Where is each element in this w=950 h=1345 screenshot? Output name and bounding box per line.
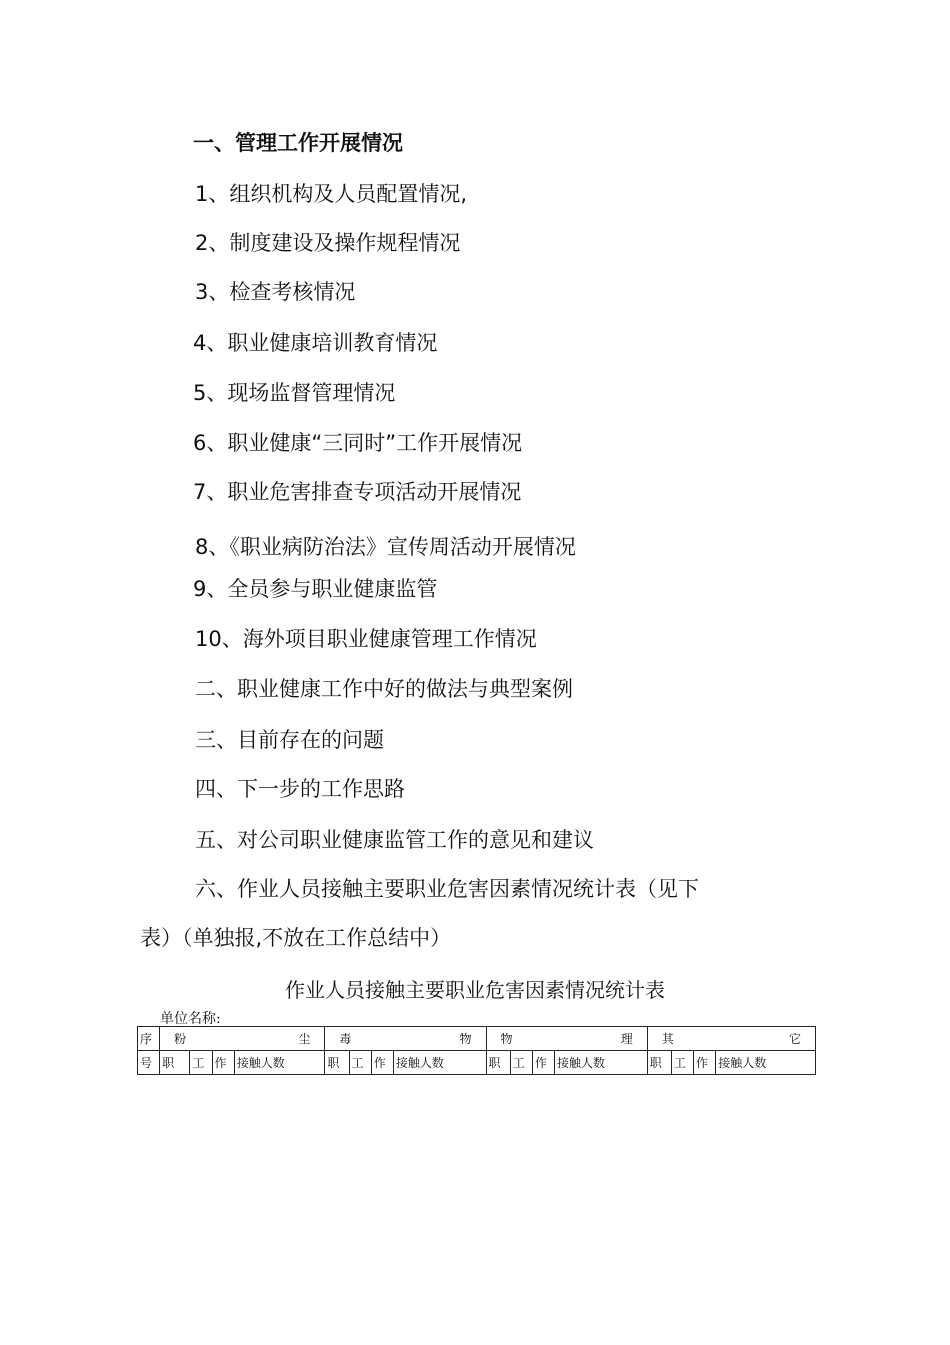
physical-sub-zhi: 职 xyxy=(486,1051,510,1075)
table-header-row-1 xyxy=(138,1027,816,1051)
unit-name-label: 单位名称: xyxy=(160,1011,221,1027)
serial-header-top: 序 xyxy=(138,1027,160,1051)
toxic-sub-zuo: 作 xyxy=(371,1051,393,1075)
other-sub-gong: 工 xyxy=(671,1051,693,1075)
toxic-sub-exposure-count: 接触人数 xyxy=(393,1051,486,1075)
category-physical: 物 理 xyxy=(486,1027,647,1051)
outline-item-7: 7、职业危害排查专项活动开展情况 xyxy=(193,480,522,504)
physical-sub-exposure-count: 接触人数 xyxy=(555,1051,648,1075)
category-toxic: 毒 物 xyxy=(325,1027,486,1051)
outline-item-10: 10、海外项目职业健康管理工作情况 xyxy=(195,627,537,651)
section-heading-4: 四、下一步的工作思路 xyxy=(195,777,405,801)
outline-item-3: 3、检查考核情况 xyxy=(195,280,356,304)
toxic-sub-gong: 工 xyxy=(349,1051,371,1075)
category-dust: 粉 尘 xyxy=(160,1027,325,1051)
outline-item-8: 8、《职业病防治法》宣传周活动开展情况 xyxy=(195,535,576,559)
dust-sub-gong: 工 xyxy=(190,1051,212,1075)
table-title: 作业人员接触主要职业危害因素情况统计表 xyxy=(285,978,665,1002)
outline-item-1: 1、组织机构及人员配置情况, xyxy=(195,182,468,206)
outline-item-6: 6、职业健康“三同时”工作开展情况 xyxy=(193,431,523,455)
section-heading-6-continuation: 表）（单独报,不放在工作总结中） xyxy=(140,926,452,950)
section-heading-3: 三、目前存在的问题 xyxy=(195,728,384,752)
physical-sub-zuo: 作 xyxy=(532,1051,554,1075)
table-header-row-2 xyxy=(138,1051,816,1075)
toxic-sub-zhi: 职 xyxy=(325,1051,349,1075)
section-heading-6: 六、作业人员接触主要职业危害因素情况统计表（见下 xyxy=(195,877,699,901)
section-heading-2: 二、职业健康工作中好的做法与典型案例 xyxy=(195,677,573,701)
dust-sub-zhi: 职 xyxy=(160,1051,190,1075)
outline-item-2: 2、制度建设及操作规程情况 xyxy=(195,231,461,255)
other-sub-zhi: 职 xyxy=(647,1051,671,1075)
category-other: 其 它 xyxy=(647,1027,815,1051)
hazard-statistics-table xyxy=(137,1026,816,1075)
section-heading-1: 一、管理工作开展情况 xyxy=(193,131,403,155)
outline-item-5: 5、现场监督管理情况 xyxy=(193,381,396,405)
dust-sub-exposure-count: 接触人数 xyxy=(234,1051,325,1075)
outline-item-9: 9、全员参与职业健康监管 xyxy=(193,577,438,601)
physical-sub-gong: 工 xyxy=(510,1051,532,1075)
outline-item-4: 4、职业健康培训教育情况 xyxy=(193,331,438,355)
other-sub-exposure-count: 接触人数 xyxy=(716,1051,816,1075)
other-sub-zuo: 作 xyxy=(694,1051,716,1075)
dust-sub-zuo: 作 xyxy=(212,1051,234,1075)
section-heading-5: 五、对公司职业健康监管工作的意见和建议 xyxy=(195,828,594,852)
serial-header-bottom: 号 xyxy=(138,1051,160,1075)
